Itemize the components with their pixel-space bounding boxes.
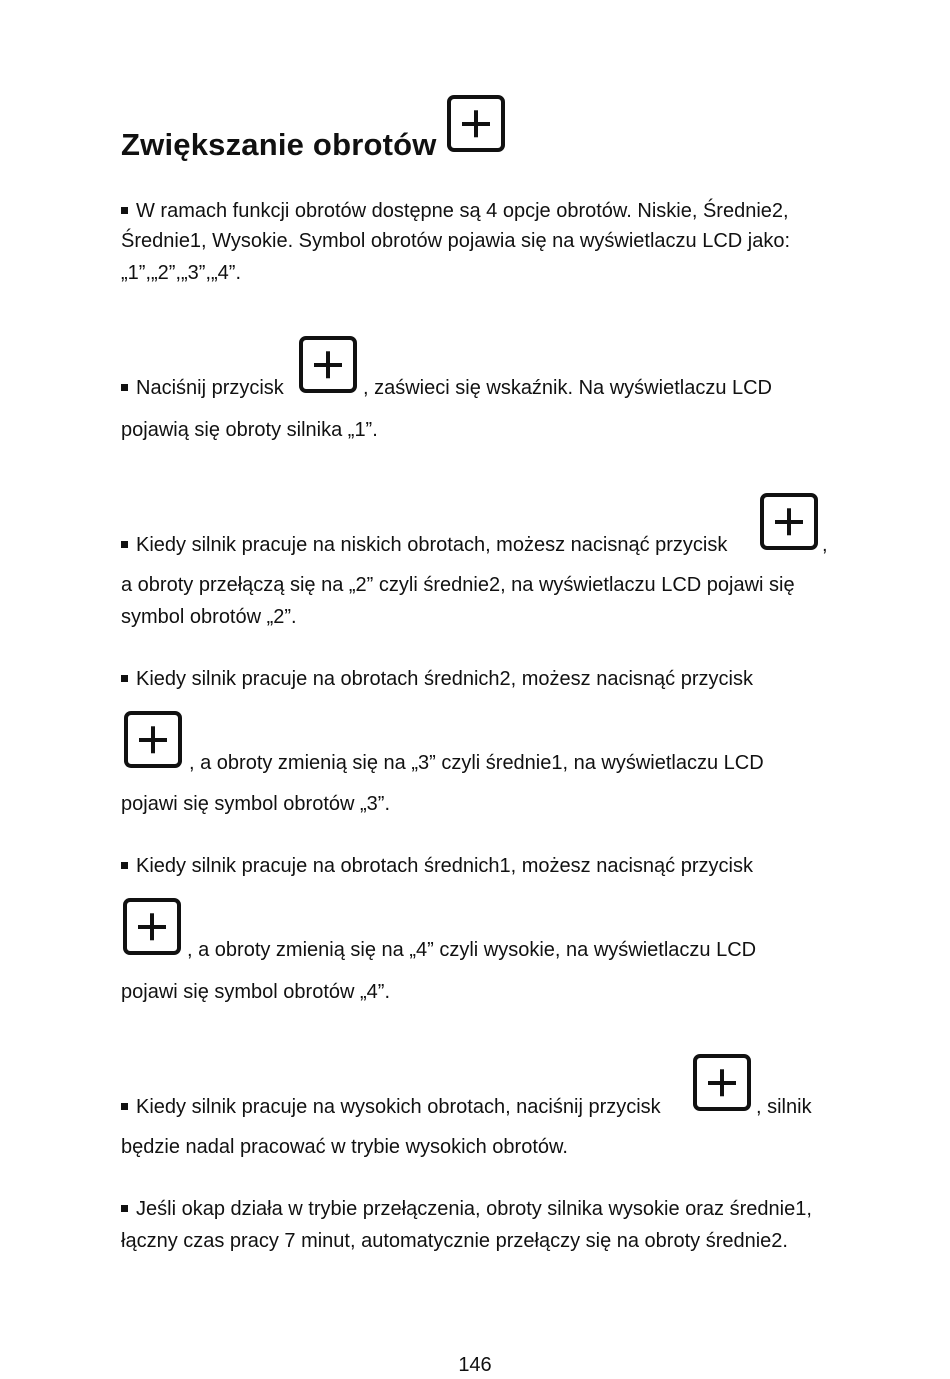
text: Kiedy silnik pracuje na obrotach średnich1, możesz nacisnąć przycisk	[136, 855, 753, 877]
paragraph-switch-mode-line2: łączny czas pracy 7 minut, automatycznie przełączy się na obroty średnie2.	[121, 1230, 788, 1252]
paragraph-high-speed-line1b: , silnik	[756, 1096, 812, 1118]
paragraph-low-speed-line1b: ,	[822, 534, 828, 556]
paragraph-speed-options-line1	[121, 199, 789, 223]
plus-button-icon	[760, 493, 818, 550]
paragraph-speed-options-line2: Średnie1, Wysokie. Symbol obrotów pojawia się na wyświetlaczu LCD jako:	[121, 230, 791, 252]
page-title: Zwiększanie obrotów	[121, 127, 437, 162]
bullet-icon	[121, 675, 128, 682]
paragraph-low-speed-line3: symbol obrotów „2”.	[121, 606, 297, 628]
paragraph-speed-options-line3: „1”,„2”,„3”,„4”.	[121, 262, 241, 284]
bullet-icon	[121, 1205, 128, 1212]
text: Naciśnij przycisk	[136, 377, 284, 399]
text: Kiedy silnik pracuje na obrotach średnich2, możesz nacisnąć przycisk	[136, 668, 753, 690]
text: Kiedy silnik pracuje na wysokich obrotach, naciśnij przycisk	[136, 1096, 661, 1118]
paragraph-low-speed-line2: a obroty przełączą się na „2” czyli średnie2, na wyświetlaczu LCD pojawi się	[121, 574, 795, 596]
plus-button-icon	[124, 711, 182, 768]
paragraph-medium2-line2: , a obroty zmienią się na „3” czyli średnie1, na wyświetlaczu LCD	[189, 752, 764, 774]
paragraph-press-line1a	[121, 376, 284, 400]
bullet-icon	[121, 1103, 128, 1110]
bullet-icon	[121, 862, 128, 869]
paragraph-medium1-line3: pojawi się symbol obrotów „4”.	[121, 981, 390, 1003]
plus-button-icon	[123, 898, 181, 955]
paragraph-high-speed-line1a	[121, 1095, 661, 1119]
paragraph-press-line2: pojawią się obroty silnika „1”.	[121, 419, 378, 441]
paragraph-medium2-line1	[121, 667, 753, 691]
bullet-icon	[121, 541, 128, 548]
plus-button-icon	[299, 336, 357, 393]
plus-button-icon	[447, 95, 505, 152]
page-number: 146	[458, 1354, 492, 1376]
text: Kiedy silnik pracuje na niskich obrotach, możesz nacisnąć przycisk	[136, 534, 728, 556]
paragraph-switch-mode-line1	[121, 1197, 812, 1221]
paragraph-medium2-line3: pojawi się symbol obrotów „3”.	[121, 793, 390, 815]
text: W ramach funkcji obrotów dostępne są 4 opcje obrotów. Niskie, Średnie2,	[136, 200, 789, 222]
text: Jeśli okap działa w trybie przełączenia, obroty silnika wysokie oraz średnie1,	[136, 1198, 812, 1220]
plus-button-icon	[693, 1054, 751, 1111]
paragraph-medium1-line1	[121, 854, 753, 878]
bullet-icon	[121, 384, 128, 391]
paragraph-medium1-line2: , a obroty zmienią się na „4” czyli wysokie, na wyświetlaczu LCD	[187, 939, 757, 961]
paragraph-press-line1b: , zaświeci się wskaźnik. Na wyświetlaczu LCD	[363, 377, 773, 399]
paragraph-low-speed-line1a	[121, 533, 727, 557]
bullet-icon	[121, 207, 128, 214]
paragraph-high-speed-line2: będzie nadal pracować w trybie wysokich obrotów.	[121, 1136, 568, 1158]
